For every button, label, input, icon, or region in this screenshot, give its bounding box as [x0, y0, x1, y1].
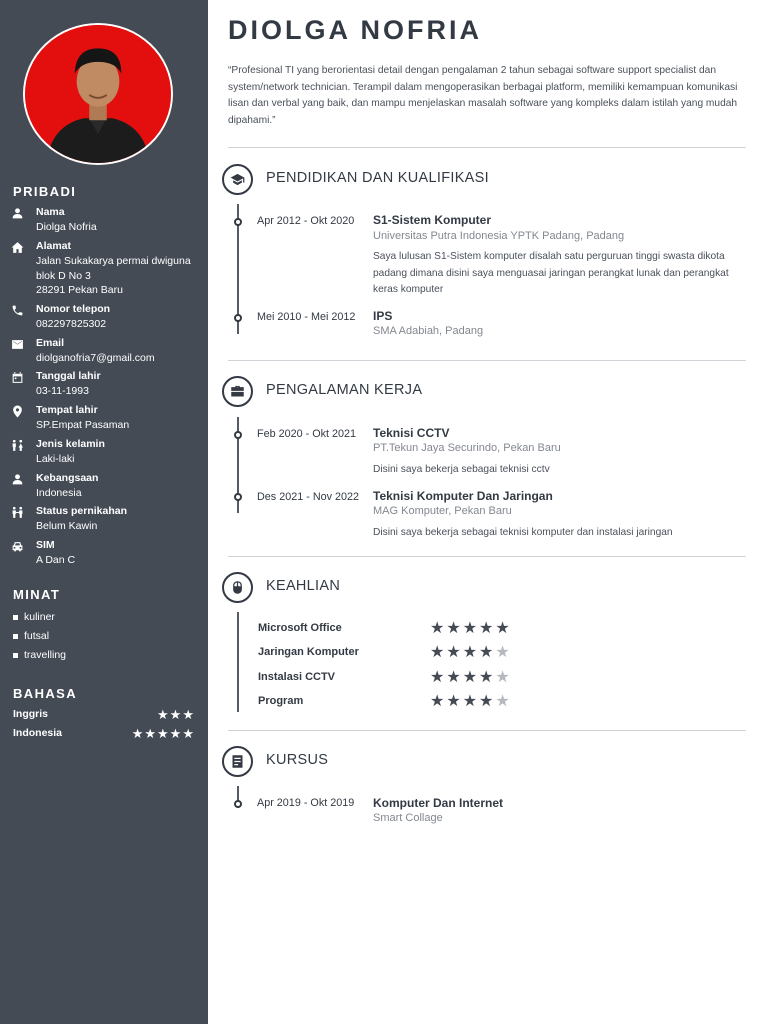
personal-value: A Dan C [36, 554, 76, 566]
star-empty-icon: ★ [495, 693, 512, 710]
star-rating-icon: ★★★ [157, 707, 195, 722]
personal-label: Status pernikahan [36, 505, 128, 517]
personal-item-email [0, 337, 208, 369]
timeline-dot [234, 431, 242, 439]
experience-title: Teknisi CCTV [373, 426, 450, 440]
experience-company: MAG Komputer, Pekan Baru [373, 505, 512, 517]
education-institution: SMA Adabiah, Padang [373, 325, 484, 337]
avatar [23, 23, 173, 165]
profile-summary: “Profesional TI yang berorientasi detail dengan pengalaman 2 tahun sebagai software support specialist dan system/network technician. Terampil dalam mengoperasikan berbagai platform, memiliki kemampuan komunikasi lisan dan verbal yang baik, dan mampu menjelaskan masalah software yang kompleks dalam istilah yang mudah dipahami.” [228, 65, 738, 126]
couple-icon [11, 506, 24, 519]
personal-label: Tanggal lahir [36, 370, 101, 382]
timeline-line [237, 612, 239, 712]
experience-description: Disini saya bekerja sebagai teknisi cctv [373, 464, 550, 475]
minat-label: futsal [24, 630, 50, 642]
divider [228, 360, 746, 361]
briefcase-icon [222, 376, 253, 407]
calendar-icon [11, 371, 24, 384]
experience-section-title: PENGALAMAN KERJA [266, 382, 423, 398]
education-date: Mei 2010 - Mei 2012 [257, 311, 356, 323]
education-title: S1-Sistem Komputer [373, 213, 492, 227]
divider [228, 147, 746, 148]
education-section-title: PENDIDIKAN DAN KUALIFIKASI [266, 170, 489, 186]
personal-label: Alamat [36, 240, 72, 252]
minat-item [13, 630, 49, 642]
language-name: Indonesia [13, 727, 63, 739]
education-description: Saya lulusan S1-Sistem komputer disalah satu perguruan tinggi swasta dikota padang dimana disini saya menguasai jaringan perangkat lunak dan perangkat keras komputer [373, 251, 729, 295]
experience-date: Des 2021 - Nov 2022 [257, 491, 360, 503]
personal-item-status-pernikahan [0, 505, 208, 537]
divider [228, 730, 746, 731]
personal-value: Diolga Nofria [36, 221, 97, 233]
timeline-dot [234, 314, 242, 322]
experience-date: Feb 2020 - Okt 2021 [257, 428, 357, 440]
star-filled-icon: ★★★★ [430, 644, 496, 661]
personal-label: Jenis kelamin [36, 438, 105, 450]
car-icon [11, 540, 24, 553]
star-filled-icon: ★★★★ [430, 669, 496, 686]
minat-label: kuliner [24, 611, 55, 623]
personal-item-sim [0, 539, 208, 571]
personal-label: SIM [36, 539, 55, 551]
bullet-icon [13, 653, 18, 658]
sidebar [0, 0, 208, 1024]
personal-item-telepon [0, 303, 208, 335]
full-name: DIOLGA NOFRIA [228, 15, 482, 45]
education-title: IPS [373, 309, 393, 323]
skill-name: Program [258, 695, 304, 707]
personal-item-tempat-lahir [0, 404, 208, 436]
document-icon [222, 746, 253, 777]
skill-rating [430, 618, 512, 638]
experience-description: Disini saya bekerja sebagai teknisi komputer dan instalasi jaringan [373, 527, 673, 538]
skill-rating [430, 642, 512, 662]
personal-item-jenis-kelamin [0, 438, 208, 470]
personal-value: 03-11-1993 [36, 385, 89, 397]
education-institution: Universitas Putra Indonesia YPTK Padang, Padang [373, 230, 625, 242]
experience-company: PT.Tekun Jaya Securindo, Pekan Baru [373, 442, 561, 454]
education-date: Apr 2012 - Okt 2020 [257, 215, 355, 227]
personal-label: Nomor telepon [36, 303, 111, 315]
skill-rating [430, 667, 512, 687]
email-icon [11, 338, 24, 351]
course-date: Apr 2019 - Okt 2019 [257, 797, 355, 809]
timeline-dot [234, 218, 242, 226]
star-filled-icon: ★★★★★ [430, 620, 512, 637]
phone-icon [11, 304, 24, 317]
personal-label: Tempat lahir [36, 404, 98, 416]
personal-item-kebangsaan [0, 472, 208, 504]
personal-label: Email [36, 337, 65, 349]
course-title: Komputer Dan Internet [373, 796, 504, 810]
personal-value: diolganofria7@gmail.com [36, 352, 155, 364]
personal-value: Jalan Sukakarya permai dwiguna blok D No 3 28291 Pekan Baru [36, 255, 191, 296]
personal-label: Kebangsaan [36, 472, 99, 484]
language-row-inggris [13, 708, 195, 722]
timeline-dot [234, 493, 242, 501]
minat-item [13, 611, 55, 623]
home-icon [11, 241, 24, 254]
personal-value: Laki-laki [36, 453, 75, 465]
skill-name: Jaringan Komputer [258, 646, 359, 658]
bahasa-heading: BAHASA [13, 686, 78, 701]
personal-label: Nama [36, 206, 65, 218]
person-icon [11, 473, 24, 486]
language-name: Inggris [13, 708, 49, 720]
course-institution: Smart Collage [373, 812, 443, 824]
courses-section-title: KURSUS [266, 752, 329, 768]
mouse-icon [222, 572, 253, 603]
personal-value: SP.Empat Pasaman [36, 419, 130, 431]
experience-title: Teknisi Komputer Dan Jaringan [373, 489, 553, 503]
skills-section-title: KEAHLIAN [266, 578, 341, 594]
skill-name: Microsoft Office [258, 622, 342, 634]
minat-item [13, 649, 66, 661]
star-filled-icon: ★★★★ [430, 693, 496, 710]
minat-heading: MINAT [13, 587, 61, 602]
profile-photo [25, 25, 171, 163]
divider [228, 556, 746, 557]
location-pin-icon [11, 405, 24, 418]
personal-item-alamat [0, 240, 208, 298]
bullet-icon [13, 615, 18, 620]
star-rating-icon: ★★★★★ [131, 726, 195, 741]
personal-value: Indonesia [36, 487, 82, 499]
skill-name: Instalasi CCTV [258, 671, 336, 683]
timeline-dot [234, 800, 242, 808]
personal-value: 082297825302 [36, 318, 107, 330]
pribadi-heading: PRIBADI [13, 184, 77, 199]
gender-icon [11, 439, 24, 452]
personal-item-nama [0, 206, 208, 238]
graduation-cap-icon [222, 164, 253, 195]
personal-item-tanggal-lahir [0, 370, 208, 402]
person-icon [11, 207, 24, 220]
language-row-indonesia [13, 727, 195, 741]
star-empty-icon: ★ [495, 669, 512, 686]
personal-value: Belum Kawin [36, 520, 98, 532]
minat-label: travelling [24, 649, 67, 661]
star-empty-icon: ★ [495, 644, 512, 661]
skill-rating [430, 691, 512, 711]
bullet-icon [13, 634, 18, 639]
